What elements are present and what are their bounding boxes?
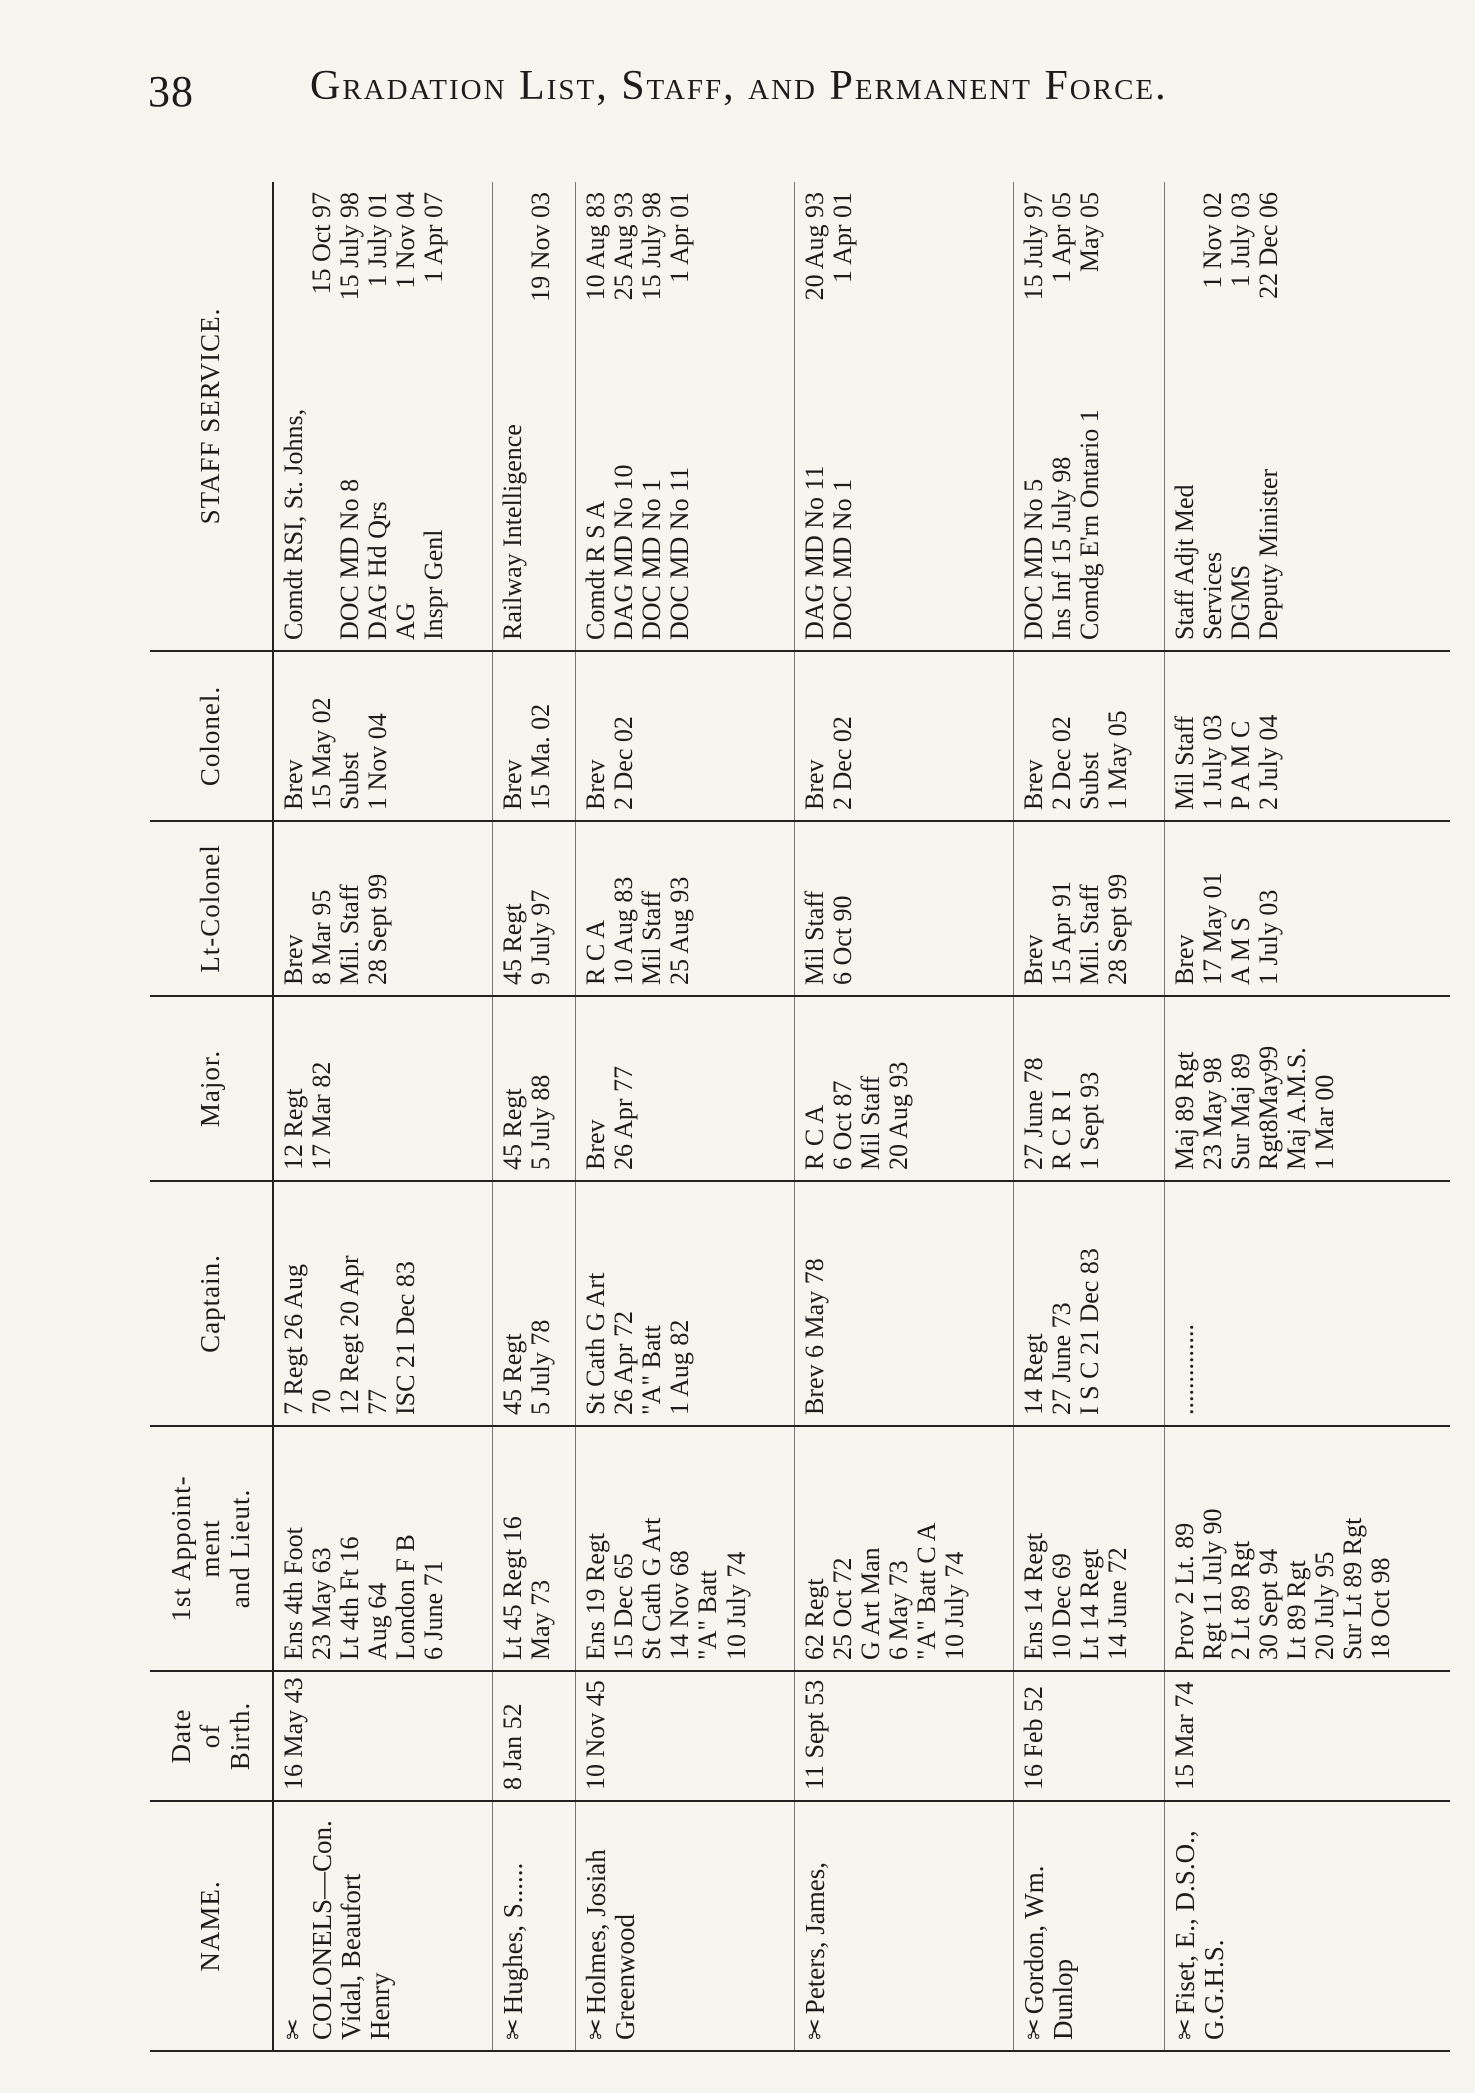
birth-cell: 16 Feb 52 (1013, 1671, 1164, 1801)
staff-dates: 20 Aug 93 1 Apr 01 (799, 192, 857, 301)
major-cell: Maj 89 Rgt 23 May 98 Sur Maj 89 Rgt8May99 Maj A.M.S. 1 Mar 00 (1164, 996, 1450, 1181)
major-cell: R C A 6 Oct 87 Mil Staff 20 Aug 93 (794, 996, 1013, 1181)
scissors-icon: ✂ (279, 2018, 308, 2040)
first-appointment-cell: Ens 14 Regt 10 Dec 69 Lt 14 Regt 14 June 72 (1013, 1426, 1164, 1671)
name-cell: ✂Peters, James, (794, 1801, 1013, 2051)
colonel-cell: Brev 2 Dec 02 (576, 651, 795, 821)
staff-service-cell (794, 182, 1013, 651)
captain-cell: 45 Regt 5 July 78 (492, 1181, 575, 1426)
table-row (576, 182, 795, 2051)
staff-appointments: DOC MD No 5 Ins Inf 15 July 98 Comdg E'rn Ontario 1 (1018, 409, 1104, 640)
first-appointment-cell: Ens 4th Foot 23 May 63 Lt 4th Ft 16 Aug 64 London F B 6 June 71 (273, 1426, 492, 1671)
birth-cell: 8 Jan 52 (492, 1671, 575, 1801)
scissors-icon: ✂ (582, 2018, 612, 2040)
major-cell: 45 Regt 5 July 88 (492, 996, 575, 1181)
lt-colonel-cell: Brev 15 Apr 91 Mil. Staff 28 Sept 99 (1013, 821, 1164, 996)
table-row (273, 182, 492, 2051)
col-header-name: NAME. (150, 1801, 273, 2051)
first-appointment-cell: 62 Regt 25 Oct 72 G Art Man 6 May 73 "A" Batt C A 10 July 74 (794, 1426, 1013, 1671)
staff-service-cell (492, 182, 575, 651)
staff-appointments: DAG MD No 11 DOC MD No 1 (799, 465, 857, 640)
colonel-cell: Brev 15 Ma. 02 (492, 651, 575, 821)
captain-cell: 14 Regt 27 June 73 I S C 21 Dec 83 (1013, 1181, 1164, 1426)
page-number: 38 (148, 67, 194, 116)
captain-cell: St Cath G Art 26 Apr 72 "A" Batt 1 Aug 82 (576, 1181, 795, 1426)
colonel-cell: Brev 2 Dec 02 (794, 651, 1013, 821)
birth-cell: 10 Nov 45 (576, 1671, 795, 1801)
lt-colonel-cell: R C A 10 Aug 83 Mil Staff 25 Aug 93 (576, 821, 795, 996)
gradation-table (150, 182, 1450, 2052)
first-appointment-cell: Lt 45 Regt 16 May 73 (492, 1426, 575, 1671)
scissors-icon: ✂ (1019, 2018, 1049, 2040)
table-row (794, 182, 1013, 2051)
col-header-birth: Date of Birth. (150, 1671, 273, 1801)
staff-appointments: Comdt RSI, St. Johns, DOC MD No 8 DAG Hd Qrs AG Inspr Genl (279, 408, 449, 640)
scissors-icon: ✂ (498, 2018, 528, 2040)
lt-colonel-cell: Mil Staff 6 Oct 90 (794, 821, 1013, 996)
col-header-captain: Captain. (150, 1181, 273, 1426)
captain-cell: 7 Regt 26 Aug 70 12 Regt 20 Apr 77 ISC 21 Dec 83 (273, 1181, 492, 1426)
gradation-table-rotated (150, 182, 1450, 2052)
major-cell: Brev 26 Apr 77 (576, 996, 795, 1181)
staff-appointments: Comdt R S A DAG MD No 10 DOC MD No 1 DOC MD No 11 (581, 464, 695, 640)
captain-cell: .............. (1164, 1181, 1450, 1426)
name-cell: ✂Holmes, Josiah Greenwood (576, 1801, 795, 2051)
birth-cell: 15 Mar 74 (1164, 1671, 1450, 1801)
major-cell: 12 Regt 17 Mar 82 (273, 996, 492, 1181)
staff-dates: 1 Nov 02 1 July 03 22 Dec 06 (1197, 192, 1283, 299)
major-cell: 27 June 78 R C R I 1 Sept 93 (1013, 996, 1164, 1181)
staff-appointments: Railway Intelligence (497, 424, 527, 640)
lt-colonel-cell: 45 Regt 9 July 97 (492, 821, 575, 996)
table-row (492, 182, 575, 2051)
table-header-row (150, 182, 273, 2051)
lt-colonel-cell: Brev 17 May 01 A M S 1 July 03 (1164, 821, 1450, 996)
name-cell: ✂Hughes, S...... (492, 1801, 575, 2051)
name-cell: ✂COLONELS—Con. Vidal, Beaufort Henry (273, 1801, 492, 2051)
scissors-icon: ✂ (800, 2018, 830, 2040)
name-cell: ✂Fiset, E., D.S.O., G.G.H.S. (1164, 1801, 1450, 2051)
colonel-cell: Brev 2 Dec 02 Subst 1 May 05 (1013, 651, 1164, 821)
staff-dates: 10 Aug 83 25 Aug 93 15 July 98 1 Apr 01 (581, 192, 695, 301)
staff-service-cell (273, 182, 492, 651)
first-appointment-cell: Prov 2 Lt. 89 Rgt 11 July 90 2 Lt 89 Rgt 30 Sept 94 Lt 89 Rgt 20 July 95 Sur Lt 89 Rgt 18 Oct 98 (1164, 1426, 1450, 1671)
colonel-cell: Brev 15 May 02 Subst 1 Nov 04 (273, 651, 492, 821)
staff-dates: 15 Oct 97 15 July 98 1 July 01 1 Nov 04 1 Apr 07 (307, 192, 449, 301)
birth-cell: 16 May 43 (273, 1671, 492, 1801)
staff-service-cell (576, 182, 795, 651)
birth-cell: 11 Sept 53 (794, 1671, 1013, 1801)
col-header-colonel: Colonel. (150, 651, 273, 821)
captain-cell: Brev 6 May 78 (794, 1181, 1013, 1426)
table-row (1013, 182, 1164, 2051)
staff-service-cell (1164, 182, 1450, 651)
colonel-cell: Mil Staff 1 July 03 P A M C 2 July 04 (1164, 651, 1450, 821)
name-cell: ✂Gordon, Wm. Dunlop (1013, 1801, 1164, 2051)
scissors-icon: ✂ (1170, 2018, 1200, 2040)
col-header-staff-service: STAFF SERVICE. (150, 182, 273, 651)
col-header-major: Major. (150, 996, 273, 1181)
first-appointment-cell: Ens 19 Regt 15 Dec 65 St Cath G Art 14 Nov 68 "A" Batt 10 July 74 (576, 1426, 795, 1671)
gradation-table-frame (150, 182, 1450, 2052)
col-header-lt-colonel: Lt-Colonel (150, 821, 273, 996)
page-title: Gradation List, Staff, and Permanent Force. (310, 63, 1168, 109)
staff-dates: 15 July 97 1 Apr 05 May 05 (1018, 192, 1104, 301)
staff-dates: 19 Nov 03 (525, 192, 555, 302)
staff-service-cell (1013, 182, 1164, 651)
col-header-first-appointment: 1st Appoint- ment and Lieut. (150, 1426, 273, 1671)
lt-colonel-cell: Brev 8 Mar 95 Mil. Staff 28 Sept 99 (273, 821, 492, 996)
table-row (1164, 182, 1450, 2051)
staff-appointments: Staff Adjt Med Services DGMS Deputy Minister (1169, 468, 1283, 640)
